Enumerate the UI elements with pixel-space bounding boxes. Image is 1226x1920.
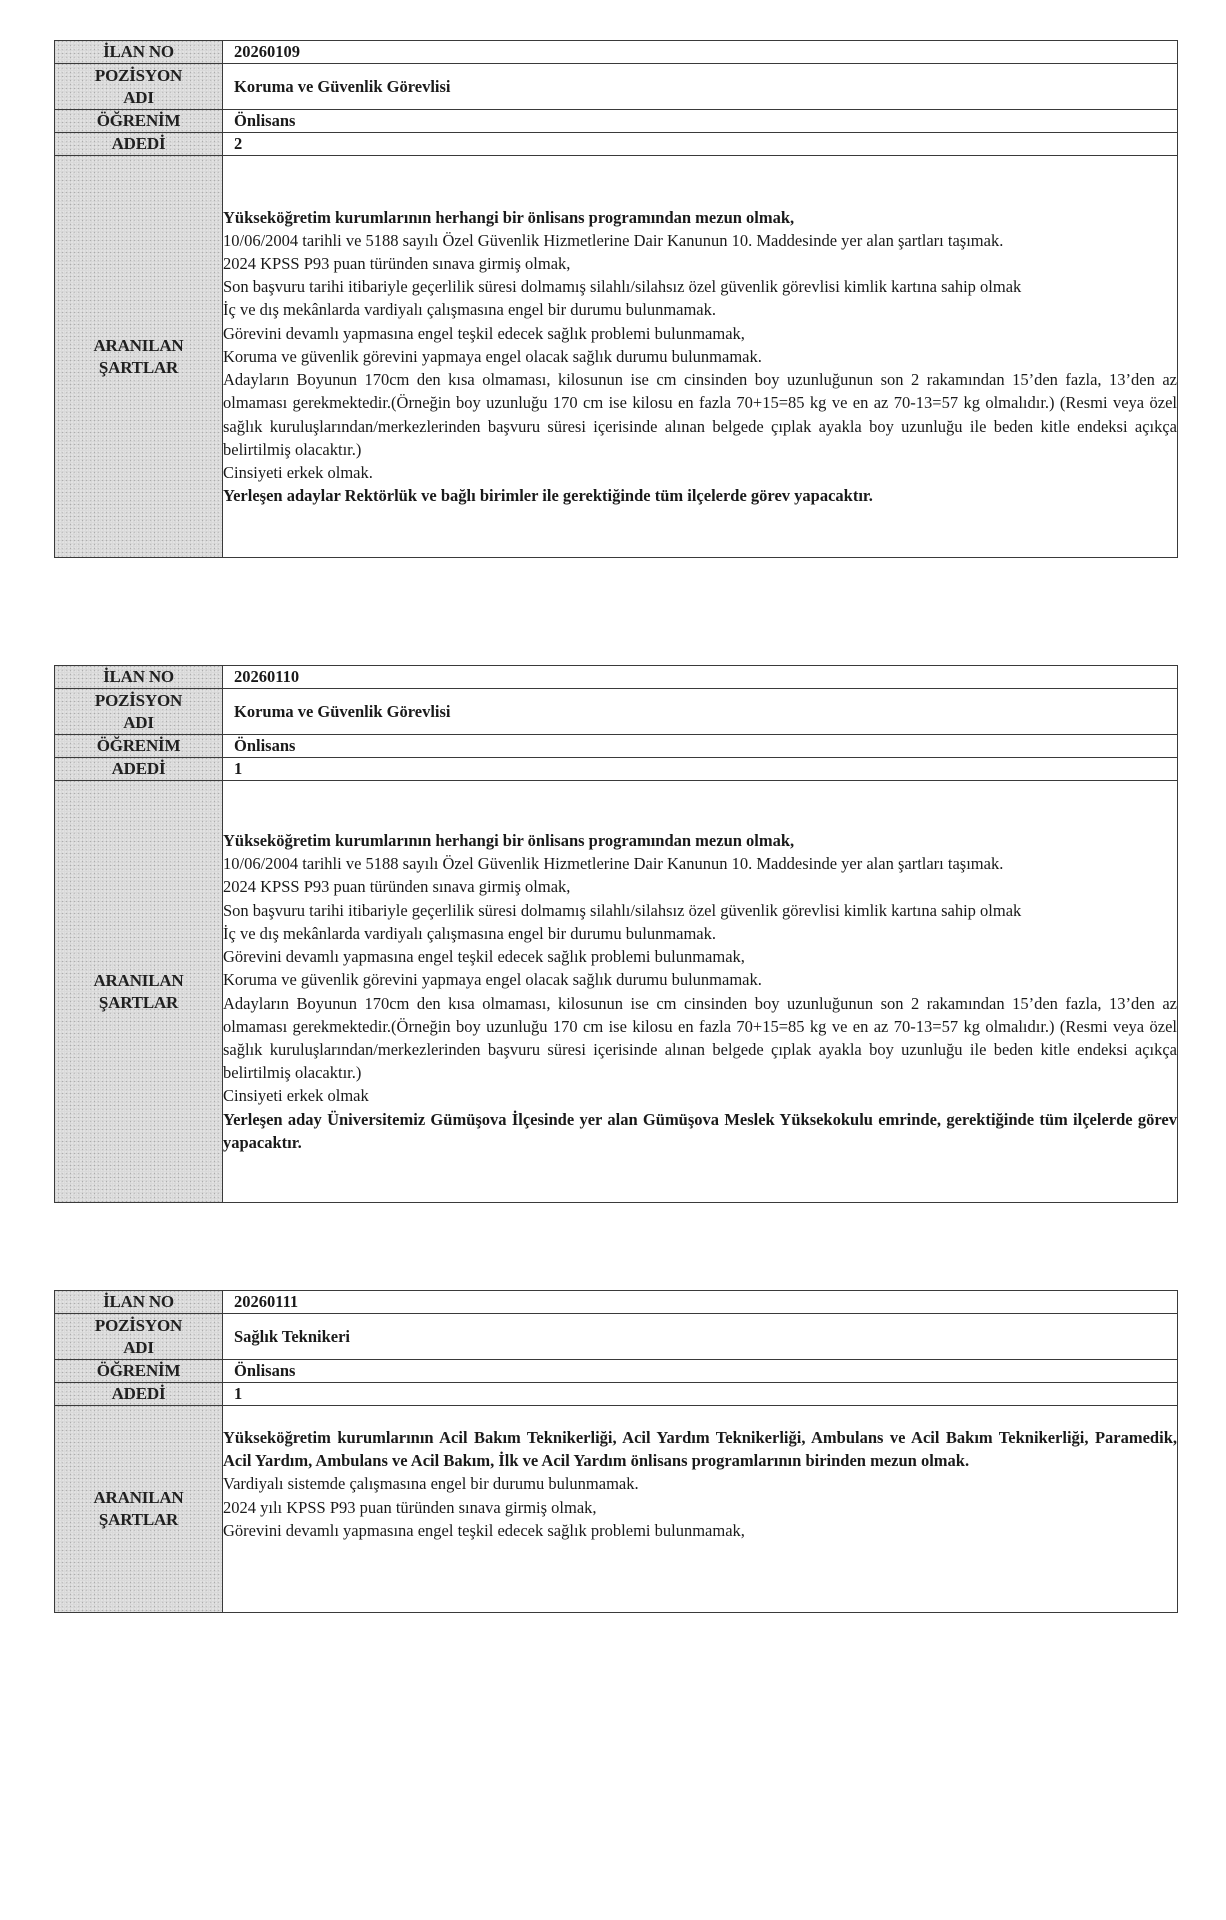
job-listing-table: [54, 1290, 1178, 1613]
label-aranilan-line2: ŞARTLAR: [98, 992, 179, 1012]
requirement-item: Yerleşen adaylar Rektörlük ve bağlı birimler ile gerektiğinde tüm ilçelerde görev yapacaktır.: [223, 486, 873, 506]
row-pozisyon: [55, 689, 1178, 735]
requirement-item: 10/06/2004 tarihli ve 5188 sayılı Özel Güvenlik Hizmetlerine Dair Kanunun 10. Maddesinde yer alan şartları taşımak.: [223, 854, 1004, 874]
value-ilan-no: 20260109: [223, 41, 1178, 64]
value-pozisyon: Koruma ve Güvenlik Görevlisi: [223, 64, 1178, 110]
row-ogrenim: [55, 1360, 1178, 1383]
label-aranilan-line2: ŞARTLAR: [98, 1510, 179, 1529]
label-pozisyon-line2: ADI: [123, 712, 154, 732]
row-ogrenim: [55, 110, 1178, 133]
job-listing-table: [54, 665, 1178, 1203]
label-aranilan-line1: ARANILAN: [93, 335, 184, 355]
requirement-item: Yükseköğretim kurumlarının Acil Bakım Teknikerliği, Acil Yardım Teknikerliği, Ambulans ve Acil Bakım Teknikerliği, Paramedik, Acil Yardım, Ambulans ve Acil Bakım, İlk ve Acil Yardım önlisans programlarının birinden mezun olmak.: [223, 1428, 1177, 1471]
requirement-item: Yerleşen aday Üniversitemiz Gümüşova İlçesinde yer alan Gümüşova Meslek Yüksekokulu emrinde, gerektiğinde tüm ilçelerde görev yapacaktır.: [223, 1109, 1177, 1152]
requirement-item: 10/06/2004 tarihli ve 5188 sayılı Özel Güvenlik Hizmetlerine Dair Kanunun 10. Maddesinde yer alan şartları taşımak.: [223, 230, 1004, 250]
row-aranilan-sartlar: [55, 781, 1178, 1203]
label-pozisyon: [55, 689, 223, 735]
label-adedi: ADEDİ: [55, 1383, 223, 1406]
label-ogrenim: ÖĞRENİM: [55, 735, 223, 758]
value-adedi: 1: [223, 1383, 1178, 1406]
requirement-item: Yükseköğretim kurumlarının herhangi bir önlisans programından mezun olmak,: [223, 207, 795, 227]
label-ilan-no: İLAN NO: [55, 41, 223, 64]
label-pozisyon-line2: ADI: [123, 1337, 154, 1357]
requirements-list: [223, 829, 1177, 1154]
value-ogrenim: Önlisans: [223, 1360, 1178, 1383]
value-adedi: 1: [223, 758, 1178, 781]
requirement-item: Yükseköğretim kurumlarının herhangi bir önlisans programından mezun olmak,: [223, 831, 795, 851]
requirement-item: Cinsiyeti erkek olmak: [223, 1086, 369, 1106]
requirement-item: İç ve dış mekânlarda vardiyalı çalışmasına engel bir durumu bulunmamak.: [223, 300, 717, 320]
requirement-item: Son başvuru tarihi itibariyle geçerlilik süresi dolmamış silahlı/silahsız özel güvenlik görevlisi kimlik kartına sahip olmak: [223, 900, 1022, 920]
label-pozisyon: [55, 64, 223, 110]
requirement-item: 2024 yılı KPSS P93 puan türünden sınava girmiş olmak,: [223, 1497, 597, 1517]
row-adedi: [55, 758, 1178, 781]
requirement-item: Adayların Boyunun 170cm den kısa olmaması, kilosunun ise cm cinsinden boy uzunluğunun son 2 rakamından 15’den fazla, 13’den az olmaması gerekmektedir.(Örneğin boy uzunluğu 170 cm ise kilosu en fazla 70+15=85 kg ve en az 70-13=57 kg olmalıdır.) (Resmi veya özel sağlık kuruluşlarından/merkezlerinden başvuru süresi içerisinde alınan belgede çıplak ayakla boy uzunluğu ile beden kitle endeksi açıkça belirtilmiş olacaktır.): [223, 370, 1177, 459]
row-ilan-no: [55, 1291, 1178, 1314]
value-ilan-no: 20260110: [223, 666, 1178, 689]
row-ilan-no: [55, 41, 1178, 64]
label-pozisyon: [55, 1314, 223, 1360]
value-adedi: 2: [223, 133, 1178, 156]
requirement-item: Adayların Boyunun 170cm den kısa olmaması, kilosunun ise cm cinsinden boy uzunluğunun son 2 rakamından 15’den fazla, 13’den az olmaması gerekmektedir.(Örneğin boy uzunluğu 170 cm ise kilosu en fazla 70+15=85 kg ve en az 70-13=57 kg olmalıdır.) (Resmi veya özel sağlık kuruluşlarından/merkezlerinden başvuru süresi içerisinde alınan belgede çıplak ayakla boy uzunluğu ile beden kitle endeksi açıkça belirtilmiş olacaktır.): [223, 993, 1177, 1083]
row-ilan-no: [55, 666, 1178, 689]
label-aranilan-line2: ŞARTLAR: [98, 357, 179, 377]
label-pozisyon-line1: POZİSYON: [94, 65, 183, 85]
label-aranilan-sartlar: [55, 781, 223, 1203]
row-aranilan-sartlar: [55, 1406, 1178, 1613]
label-aranilan-sartlar: [55, 1406, 223, 1613]
requirements-list: [223, 206, 1177, 508]
requirements-cell: [223, 781, 1178, 1203]
row-ogrenim: [55, 735, 1178, 758]
requirement-item: Koruma ve güvenlik görevini yapmaya engel olacak sağlık durumu bulunmamak.: [223, 970, 762, 990]
label-ilan-no: İLAN NO: [55, 666, 223, 689]
label-aranilan-line1: ARANILAN: [93, 970, 184, 990]
label-pozisyon-line2: ADI: [123, 87, 154, 107]
requirements-list: [223, 1426, 1177, 1542]
value-pozisyon: Koruma ve Güvenlik Görevlisi: [223, 689, 1178, 735]
requirement-item: İç ve dış mekânlarda vardiyalı çalışmasına engel bir durumu bulunmamak.: [223, 923, 717, 943]
requirement-item: Vardiyalı sistemde çalışmasına engel bir durumu bulunmamak.: [223, 1474, 639, 1494]
row-aranilan-sartlar: [55, 156, 1178, 558]
requirement-item: 2024 KPSS P93 puan türünden sınava girmiş olmak,: [223, 877, 571, 897]
requirement-item: Son başvuru tarihi itibariyle geçerlilik süresi dolmamış silahlı/silahsız özel güvenlik görevlisi kimlik kartına sahip olmak: [223, 277, 1022, 297]
requirements-cell: [223, 156, 1178, 558]
row-adedi: [55, 133, 1178, 156]
row-adedi: [55, 1383, 1178, 1406]
job-listing-table: [54, 40, 1178, 558]
requirements-cell: [223, 1406, 1178, 1613]
label-ogrenim: ÖĞRENİM: [55, 1360, 223, 1383]
requirement-item: Görevini devamlı yapmasına engel teşkil edecek sağlık problemi bulunmamak,: [223, 1520, 745, 1540]
requirement-item: Görevini devamlı yapmasına engel teşkil edecek sağlık problemi bulunmamak,: [223, 947, 745, 967]
value-ilan-no: 20260111: [223, 1291, 1178, 1314]
requirement-item: Görevini devamlı yapmasına engel teşkil edecek sağlık problemi bulunmamak,: [223, 323, 745, 343]
label-adedi: ADEDİ: [55, 133, 223, 156]
requirement-item: 2024 KPSS P93 puan türünden sınava girmiş olmak,: [223, 254, 571, 274]
value-pozisyon: Sağlık Teknikeri: [223, 1314, 1178, 1360]
row-pozisyon: [55, 64, 1178, 110]
label-aranilan-line1: ARANILAN: [93, 1488, 184, 1507]
value-ogrenim: Önlisans: [223, 735, 1178, 758]
label-adedi: ADEDİ: [55, 758, 223, 781]
requirement-item: Koruma ve güvenlik görevini yapmaya engel olacak sağlık durumu bulunmamak.: [223, 346, 762, 366]
label-pozisyon-line1: POZİSYON: [94, 690, 183, 710]
label-ogrenim: ÖĞRENİM: [55, 110, 223, 133]
row-pozisyon: [55, 1314, 1178, 1360]
label-ilan-no: İLAN NO: [55, 1291, 223, 1314]
label-aranilan-sartlar: [55, 156, 223, 558]
value-ogrenim: Önlisans: [223, 110, 1178, 133]
label-pozisyon-line1: POZİSYON: [94, 1315, 183, 1335]
requirement-item: Cinsiyeti erkek olmak.: [223, 462, 373, 482]
